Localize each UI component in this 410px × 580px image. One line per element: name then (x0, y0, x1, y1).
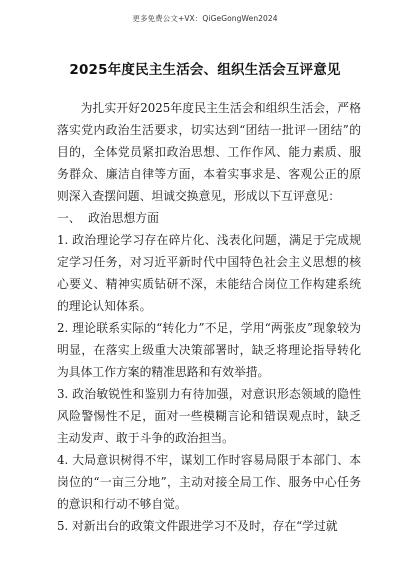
section-heading: 一、 政治思想方面 (57, 211, 159, 225)
list-item: 5. 对新出台的政策文件跟进学习不及时，存在“学过就 (57, 519, 338, 533)
document-body (57, 97, 361, 537)
list-item: 1. 政治理论学习存在碎片化、浅表化问题，满足于完成规定学习任务，对习近平新时代中国特色社会主义思想的核心要义、精神实质钻研不深，未能结合岗位工作构建系统的理论认知体系。 (57, 233, 361, 313)
document-title: 2025年度民主生活会、组织生活会互评意见 (69, 62, 341, 78)
list-item: 2. 理论联系实际的“转化力”不足，学用“两张皮”现象较为明显，在落实上级重大决策部署时，缺乏将理论指导转化为具体工作方案的精准思路和有效举措。 (57, 321, 361, 379)
page-header: 更多免费公文+VX：QiGeGongWen2024 (132, 14, 278, 23)
intro-paragraph: 为扎实开好2025年度民主生活会和组织生活会，严格落实党内政治生活要求，切实达到“团结一批评一团结”的目的，全体党员紧扣政治思想、工作作风、能力素质、服务群众、廉洁自律等方面，本着实事求是、客观公正的原则深入查摆问题、坦诚交换意见，形成以下互评意见： (57, 101, 361, 203)
list-item: 3. 政治敏锐性和鉴别力有待加强，对意识形态领域的隐性风险警惕性不足，面对一些模糊言论和错误观点时，缺乏主动发声、敢于斗争的政治担当。 (57, 387, 361, 445)
list-item: 4. 大局意识树得不牢，谋划工作时容易局限于本部门、本岗位的“一亩三分地”，主动对接全局工作、服务中心任务的意识和行动不够自觉。 (57, 453, 361, 511)
